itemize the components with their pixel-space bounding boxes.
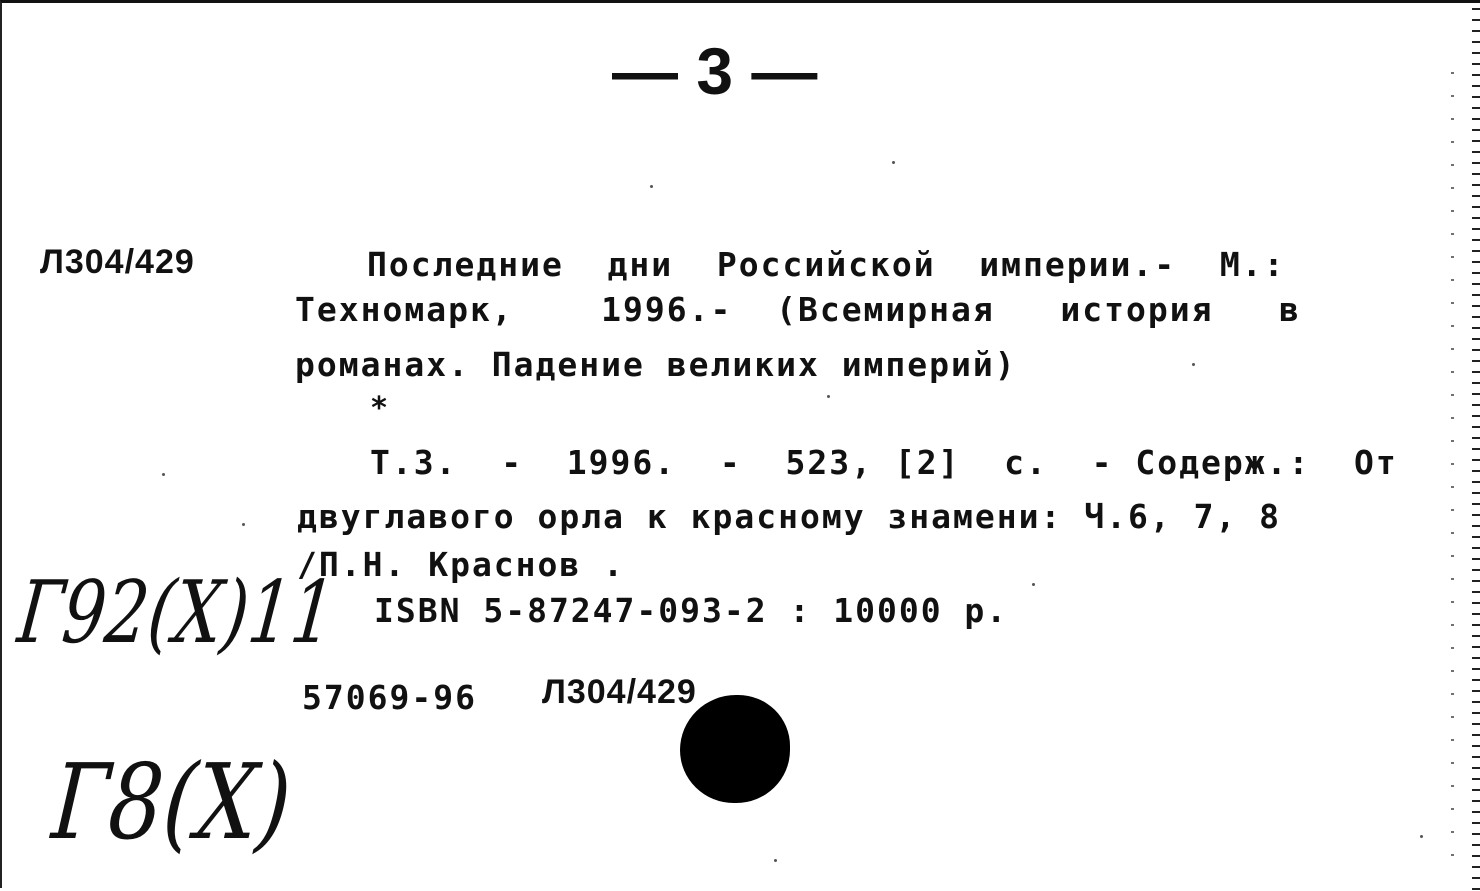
speck <box>650 185 653 188</box>
isbn-price-line: ISBN 5-87247-093-2 : 10000 р. <box>374 591 1009 630</box>
call-number-bottom: Л304/429 <box>542 673 697 711</box>
volume-line-2: двуглавого орла к красному знамени: Ч.6, 7, 8 <box>297 497 1282 536</box>
speck <box>892 161 895 164</box>
speck <box>1032 583 1035 586</box>
volume-line-1: Т.3. - 1996. - 523, [2] с. - Содерж.: От <box>370 443 1398 482</box>
speck <box>162 473 165 476</box>
author-line: /П.Н. Краснов . <box>297 545 626 584</box>
card-right-edge <box>1472 3 1480 891</box>
inventory-number: 57069-96 <box>302 678 477 717</box>
title-line-1: Последние дни Российской империи.- М.: <box>367 245 1286 284</box>
speck <box>1420 835 1423 838</box>
handwritten-classification-2: Г8(Х) <box>48 741 295 863</box>
page-number: — 3 — <box>612 34 818 108</box>
call-number-top: Л304/429 <box>40 243 195 281</box>
speck <box>774 859 777 862</box>
series-line: романах. Падение великих империй) <box>295 345 1017 384</box>
scan-artifact-line <box>1451 63 1454 863</box>
ink-blot <box>680 695 790 803</box>
asterisk-divider: * <box>370 391 391 426</box>
speck <box>827 395 830 398</box>
speck <box>242 523 245 526</box>
handwritten-classification-1: Г92(Х)11 <box>13 563 340 663</box>
title-line-2: Техномарк, 1996.- (Всемирная история в <box>295 290 1301 329</box>
speck <box>1192 363 1195 366</box>
